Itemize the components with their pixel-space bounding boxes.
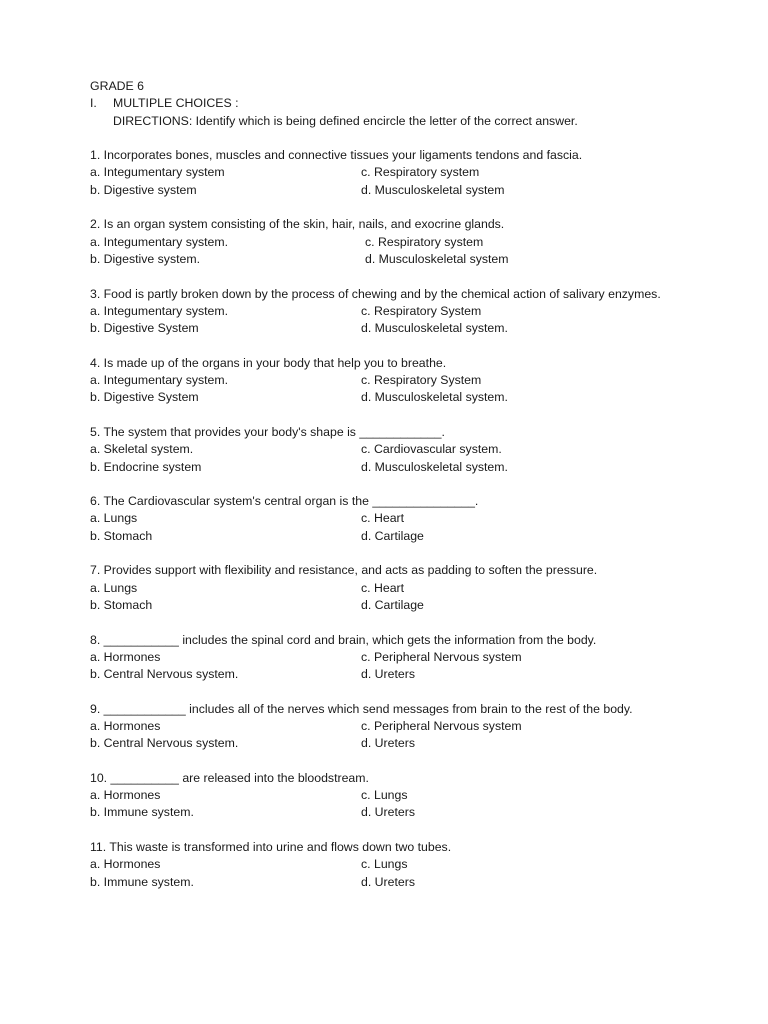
option-b[interactable]: b. Digestive System	[90, 390, 199, 405]
options-row-ac	[90, 580, 690, 597]
section-number: I.	[90, 96, 97, 111]
option-b[interactable]: b. Immune system.	[90, 805, 194, 820]
option-c[interactable]: c. Respiratory System	[361, 303, 482, 318]
question-stem: 5. The system that provides your body's shape is ____________.	[90, 424, 445, 439]
question-stem: 1. Incorporates bones, muscles and connective tissues your ligaments tendons and fascia.	[90, 148, 583, 163]
option-c[interactable]: c. Heart	[361, 580, 405, 595]
option-c[interactable]: c. Peripheral Nervous system	[361, 649, 522, 664]
question-8	[90, 632, 690, 684]
question-5	[90, 424, 690, 476]
question-3	[90, 286, 690, 338]
option-d[interactable]: d. Cartilage	[361, 528, 424, 543]
options-row-ac	[90, 441, 690, 458]
option-a[interactable]: a. Integumentary system	[90, 165, 225, 180]
question-stem: 7. Provides support with flexibility and resistance, and acts as padding to soften the pressure.	[90, 563, 598, 578]
option-a[interactable]: a. Hormones	[90, 857, 161, 872]
question-stem: 6. The Cardiovascular system's central organ is the _______________.	[90, 494, 479, 509]
option-a[interactable]: a. Integumentary system.	[90, 303, 229, 318]
options-row-ac	[90, 234, 690, 251]
option-a[interactable]: a. Skeletal system.	[90, 442, 194, 457]
option-d[interactable]: d. Cartilage	[361, 597, 424, 612]
options-row-ac	[90, 649, 690, 666]
options-row-ac	[90, 164, 690, 181]
option-d[interactable]: d. Musculoskeletal system	[365, 251, 509, 266]
question-stem: 11. This waste is transformed into urine and flows down two tubes.	[90, 840, 452, 855]
options-row-bd	[90, 251, 690, 268]
option-d[interactable]: d. Musculoskeletal system.	[361, 321, 508, 336]
option-d[interactable]: d. Ureters	[361, 736, 415, 751]
options-row-ac	[90, 718, 690, 735]
question-11	[90, 839, 690, 891]
options-row-ac	[90, 856, 690, 873]
option-b[interactable]: b. Central Nervous system.	[90, 736, 239, 751]
question-1	[90, 147, 690, 199]
option-c[interactable]: c. Lungs	[361, 857, 408, 872]
options-row-bd	[90, 320, 690, 337]
options-row-bd	[90, 597, 690, 614]
option-c[interactable]: c. Respiratory system	[361, 165, 480, 180]
question-stem: 3. Food is partly broken down by the process of chewing and by the chemical action of salivary enzymes.	[90, 286, 661, 301]
option-d[interactable]: d. Ureters	[361, 874, 415, 889]
option-b[interactable]: b. Digestive System	[90, 321, 199, 336]
option-d[interactable]: d. Ureters	[361, 805, 415, 820]
option-b[interactable]: b. Stomach	[90, 528, 153, 543]
directions-text: DIRECTIONS: Identify which is being defined encircle the letter of the correct answer.	[113, 113, 578, 128]
option-a[interactable]: a. Integumentary system.	[90, 373, 229, 388]
question-stem: 4. Is made up of the organs in your body that help you to breathe.	[90, 355, 447, 370]
option-c[interactable]: c. Heart	[361, 511, 405, 526]
worksheet-content	[90, 78, 690, 891]
option-c[interactable]: c. Cardiovascular system.	[361, 442, 502, 457]
options-row-bd	[90, 874, 690, 891]
question-9	[90, 701, 690, 753]
question-stem: 8. ___________ includes the spinal cord and brain, which gets the information from the body.	[90, 632, 597, 647]
options-row-ac	[90, 510, 690, 527]
option-a[interactable]: a. Lungs	[90, 580, 138, 595]
options-row-bd	[90, 389, 690, 406]
option-c[interactable]: c. Respiratory System	[361, 373, 482, 388]
option-c[interactable]: c. Respiratory system	[365, 234, 484, 249]
options-row-bd	[90, 804, 690, 821]
section-title: MULTIPLE CHOICES :	[113, 96, 239, 111]
option-c[interactable]: c. Lungs	[361, 788, 408, 803]
question-6	[90, 493, 690, 545]
option-a[interactable]: a. Hormones	[90, 649, 161, 664]
option-a[interactable]: a. Hormones	[90, 718, 161, 733]
option-b[interactable]: b. Digestive system.	[90, 251, 201, 266]
options-row-bd	[90, 182, 690, 199]
question-10	[90, 770, 690, 822]
question-2	[90, 216, 690, 268]
option-b[interactable]: b. Immune system.	[90, 874, 194, 889]
option-d[interactable]: d. Ureters	[361, 667, 415, 682]
option-b[interactable]: b. Central Nervous system.	[90, 667, 239, 682]
option-c[interactable]: c. Peripheral Nervous system	[361, 718, 522, 733]
options-row-ac	[90, 372, 690, 389]
option-d[interactable]: d. Musculoskeletal system	[361, 182, 505, 197]
option-d[interactable]: d. Musculoskeletal system.	[361, 459, 508, 474]
option-b[interactable]: b. Digestive system	[90, 182, 197, 197]
grade-heading: GRADE 6	[90, 79, 144, 93]
options-row-bd	[90, 735, 690, 752]
option-a[interactable]: a. Integumentary system.	[90, 234, 229, 249]
section-heading	[90, 95, 690, 112]
question-4	[90, 355, 690, 407]
question-stem: 9. ____________ includes all of the nerves which send messages from brain to the rest of the body.	[90, 701, 633, 716]
option-a[interactable]: a. Hormones	[90, 788, 161, 803]
option-a[interactable]: a. Lungs	[90, 511, 138, 526]
question-7	[90, 562, 690, 614]
question-stem: 2. Is an organ system consisting of the skin, hair, nails, and exocrine glands.	[90, 217, 505, 232]
options-row-bd	[90, 666, 690, 683]
option-d[interactable]: d. Musculoskeletal system.	[361, 390, 508, 405]
options-row-bd	[90, 528, 690, 545]
options-row-ac	[90, 787, 690, 804]
option-b[interactable]: b. Endocrine system	[90, 459, 202, 474]
option-b[interactable]: b. Stomach	[90, 597, 153, 612]
options-row-bd	[90, 459, 690, 476]
options-row-ac	[90, 303, 690, 320]
question-stem: 10. __________ are released into the bloodstream.	[90, 770, 369, 785]
